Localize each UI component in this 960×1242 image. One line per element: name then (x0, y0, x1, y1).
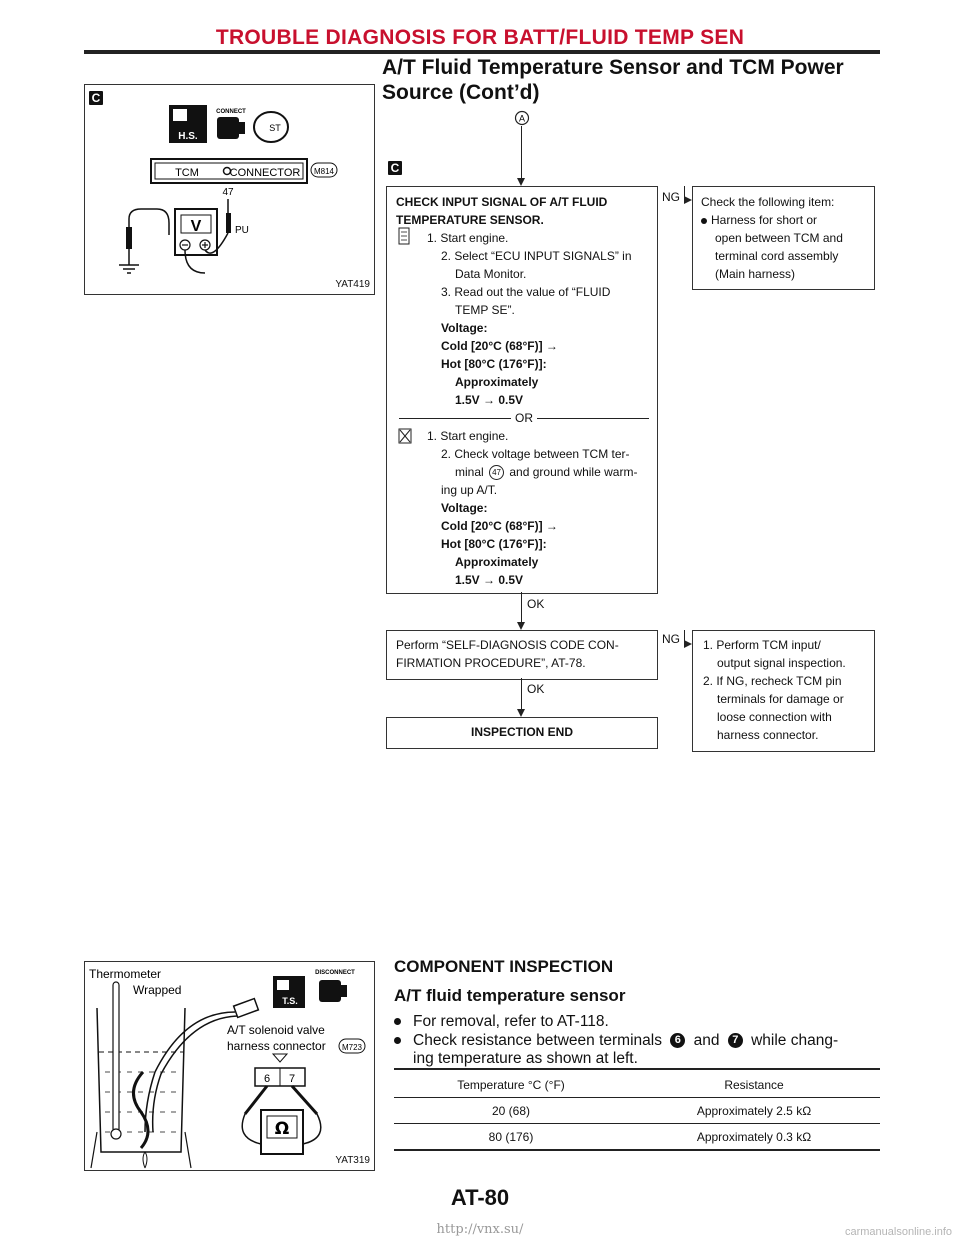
component-subtitle: A/T fluid temperature sensor (394, 986, 626, 1005)
step1-b-hot: Hot [80°C (176°F)]: (441, 537, 547, 551)
ok-label-1: OK (527, 597, 545, 611)
step1-title: CHECK INPUT SIGNAL OF A/T FLUID (396, 195, 608, 209)
step1-b-text: and ground while warm- (509, 465, 638, 479)
step1-b-voltage: Voltage: (441, 501, 488, 515)
bullet-icon (701, 218, 707, 224)
ng1-result-box (692, 186, 875, 290)
or-divider-left (399, 418, 511, 419)
resistance-test-diagram (85, 962, 374, 1170)
figure-id: YAT419 (335, 279, 370, 290)
table-cell: Approximately 2.5 kΩ (696, 1103, 812, 1118)
ng-label-2: NG (662, 632, 680, 646)
step1-a-line: 1. Start engine. (427, 231, 509, 245)
component-bullet-1 (394, 1012, 609, 1031)
table-cell: 20 (68) (491, 1103, 531, 1118)
ng-label-1: NG (662, 190, 680, 204)
ng2-line: loose connection with (717, 710, 832, 724)
consult-tool-icon (396, 227, 412, 245)
ng2-result-box (692, 630, 875, 752)
table-row (394, 1098, 880, 1124)
c-mark: C (89, 91, 103, 105)
connect-chip-label: CONNECT (216, 109, 246, 115)
ng2-line: 2. If NG, recheck TCM pin (703, 674, 842, 688)
table-header-row (394, 1072, 880, 1098)
ng1-line: open between TCM and (715, 231, 843, 245)
component-inspection-title: COMPONENT INSPECTION (394, 957, 614, 976)
step1-a-value: 1.5V → 0.5V (455, 393, 524, 407)
step1-a-voltage: Voltage: (441, 321, 488, 335)
component-bullet-2 (394, 1031, 838, 1050)
step1-b-cold: Cold [20°C (68°F)] → (441, 519, 558, 533)
step1-b-text: minal (455, 465, 484, 479)
bullet-1-text: For removal, refer to AT-118. (413, 1013, 609, 1030)
node-a-marker (512, 108, 532, 128)
figure-id-bottom: YAT319 (335, 1155, 370, 1166)
step1-box (386, 186, 658, 594)
ng-arrow-2 (684, 640, 692, 648)
or-divider-right (537, 418, 649, 419)
resistance-table (394, 1072, 880, 1151)
pin-7-label: 7 (288, 1073, 296, 1085)
thermometer-label: Thermometer (89, 967, 162, 981)
connector-label-2: harness connector (227, 1039, 326, 1053)
bullet-2-text: while chang- (751, 1032, 839, 1049)
step1-a-line: TEMP SE”. (455, 303, 515, 317)
flow-arrow (517, 178, 525, 186)
hs-chip-label: H.S. (178, 131, 198, 142)
terminal-7-marker: 7 (728, 1033, 743, 1048)
connector-label: CONNECTOR (229, 167, 301, 179)
bullet-icon (394, 1037, 401, 1044)
table-cell: 80 (176) (488, 1129, 534, 1144)
step1-a-cold: Cold [20°C (68°F)] → (441, 339, 558, 353)
pin-6-label: 6 (263, 1073, 271, 1085)
ng1-bullet-line (701, 211, 817, 229)
flow-line (521, 678, 522, 710)
ts-chip-label: T.S. (282, 996, 298, 1006)
ok-label-2: OK (527, 682, 545, 696)
step1-b-line: ing up A/T. (441, 483, 498, 497)
c-mark-flow: C (388, 161, 402, 175)
inspection-end-box: INSPECTION END (386, 717, 658, 749)
bullet-2-text: Check resistance between terminals (413, 1032, 662, 1049)
or-label: OR (515, 411, 533, 425)
step1-b-value: 1.5V → 0.5V (455, 573, 524, 587)
tcm-connector-figure (84, 84, 375, 295)
bullet-2-text: and (693, 1032, 720, 1049)
table-top-rule (394, 1068, 880, 1070)
table-cell: Approximately 0.3 kΩ (696, 1129, 812, 1144)
meter-symbol: V (190, 218, 202, 235)
step1-a-line: 2. Select “ECU INPUT SIGNALS” in (441, 249, 632, 263)
table-header-cell: Resistance (724, 1077, 784, 1092)
step1-b-line: 1. Start engine. (427, 429, 509, 443)
page-number: AT-80 (450, 1185, 510, 1210)
connector-label-1: A/T solenoid valve (227, 1023, 325, 1037)
table-header-cell: Temperature °C (°F) (457, 1077, 565, 1092)
step1-b-line (455, 463, 637, 481)
step1-a-hot: Hot [80°C (176°F)]: (441, 357, 547, 371)
page-title-line2: Source (Cont’d) (382, 81, 540, 104)
ng2-line: output signal inspection. (717, 656, 846, 670)
flow-line (521, 126, 522, 178)
tcm-label: TCM (175, 167, 199, 179)
step2-line: FIRMATION PROCEDURE”, AT-78. (396, 656, 586, 670)
ng2-line: terminals for damage or (717, 692, 844, 706)
thermometer-test-figure (84, 961, 375, 1171)
ohm-symbol: Ω (274, 1119, 290, 1139)
step1-b-line: 2. Check voltage between TCM ter- (441, 447, 630, 461)
watermark: carmanualsonline.info (844, 1226, 952, 1238)
ng-arrow-1 (684, 196, 692, 204)
step1-a-line: Data Monitor. (455, 267, 527, 281)
step1-a-line: 3. Read out the value of “FLUID (441, 285, 611, 299)
multimeter-tool-icon (396, 427, 414, 445)
step1-title-2: TEMPERATURE SENSOR. (396, 213, 544, 227)
ng1-line: Check the following item: (701, 195, 835, 209)
st-chip-label: ST (269, 123, 281, 133)
header-rule (84, 50, 880, 54)
flow-arrow (517, 622, 525, 630)
step1-b-approx: Approximately (455, 555, 539, 569)
terminal-47-marker: 47 (489, 465, 504, 480)
voltmeter-diagram (85, 85, 374, 294)
page-title-line1: A/T Fluid Temperature Sensor and TCM Power (382, 56, 844, 79)
source-url-link[interactable]: http://vnx.su/ (436, 1222, 524, 1237)
component-bullet-2-cont: ing temperature as shown at left. (413, 1050, 638, 1067)
step1-a-approx: Approximately (455, 375, 539, 389)
section-header-title: TROUBLE DIAGNOSIS FOR BATT/FLUID TEMP SEN (215, 26, 745, 49)
ng1-line: terminal cord assembly (715, 249, 839, 263)
svg-text:A: A (518, 113, 526, 124)
connector-code: M814 (313, 167, 335, 176)
flow-line (521, 592, 522, 622)
connector-code-bottom: M723 (341, 1043, 363, 1052)
disconnect-chip-label: DISCONNECT (315, 970, 355, 976)
step2-box (386, 630, 658, 680)
ng2-line: harness connector. (717, 728, 819, 742)
step2-line: Perform “SELF-DIAGNOSIS CODE CON- (396, 638, 619, 652)
pin-number: 47 (222, 187, 234, 198)
wire-color: PU (235, 225, 249, 236)
ng1-line: (Main harness) (715, 267, 796, 281)
bullet-icon (394, 1018, 401, 1025)
table-row (394, 1124, 880, 1151)
wrapped-label: Wrapped (133, 983, 182, 997)
flow-arrow (517, 709, 525, 717)
ng1-line: Harness for short or (711, 213, 818, 227)
ng2-line: 1. Perform TCM input/ (703, 638, 821, 652)
terminal-6-marker: 6 (670, 1033, 685, 1048)
